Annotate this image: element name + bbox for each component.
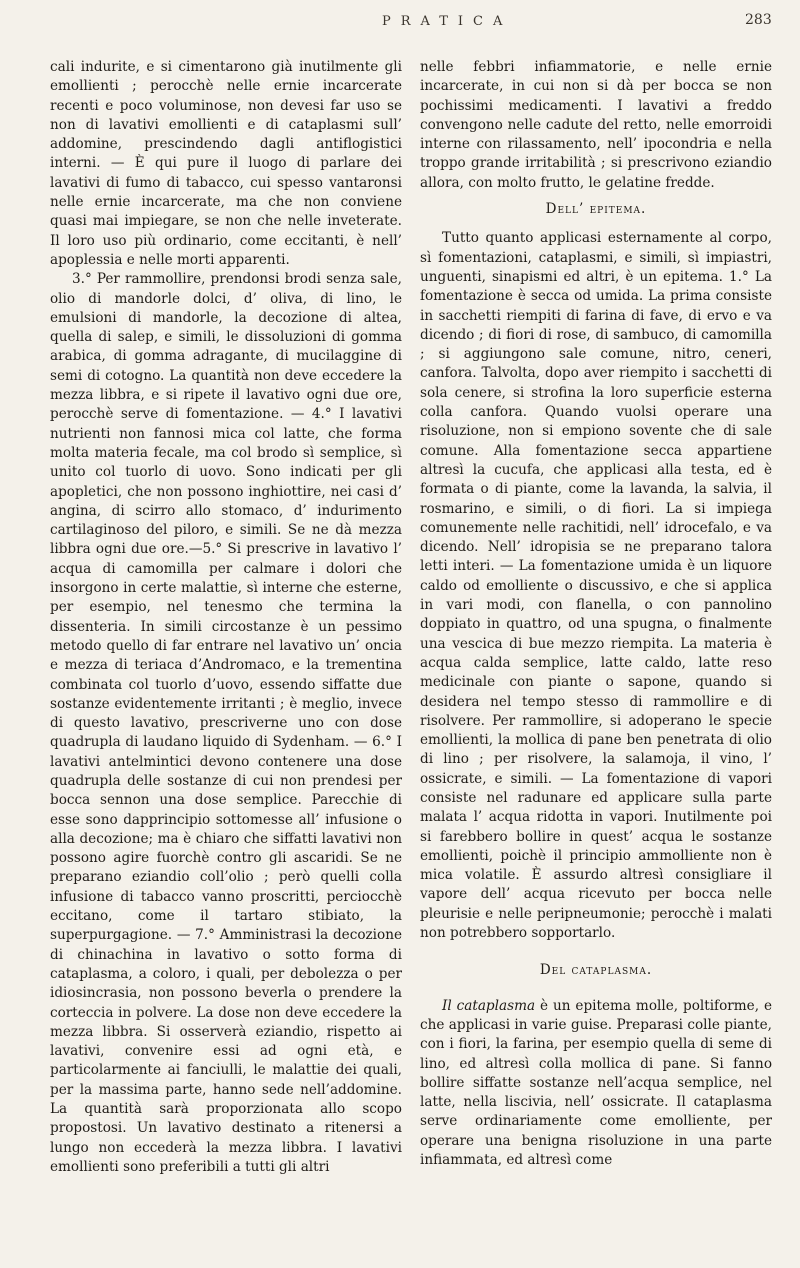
page-number: 283 (745, 12, 772, 28)
section-heading-cataplasma: Del cataplasma. (539, 962, 653, 979)
right-paragraph-continuation: nelle febbri infiammatorie, e nelle ernie incarcerate, in cui non si dà per bocca se non pochissimi medicamenti. I lavativi a freddo convengono nelle cadute del retto, nelle emorroidi interne con rilassamento, nell’ ipocondria e nella troppo grande irritabilità ; si prescrivono eziandio allora, con molto frutto, le gelatine fredde. (420, 59, 772, 191)
section-heading-epitema: Dell’ epitema. (545, 201, 647, 218)
left-paragraph-rammollire: 3.° Per rammollire, prendonsi brodi senza sale, olio di mandorle dolci, d’ oliva, di lino, le emulsioni di mandorle, la decozione di altea, quella di salep, e simili, le dissoluzioni di gomma arabica, di gomma adragante, di mucilaggine di semi di cotogno. La quantità non deve eccedere la mezza libbra, e si ripete il lavativo ogni due ore, perocchè serve di fomentazione. — 4.° I lavativi nutrienti non fannosi mica col latte, che forma molta materia fecale, ma col brodo sì semplice, sì unito col tuorlo di uovo. Sono indicati per gli apopletici, che non possono inghiottire, nei casi d’ angina, di scirro allo stomaco, d’ indurimento cartilaginoso del piloro, e simili. Se ne dà mezza libbra ogni due ore.—5.° Si prescrive in lavativo l’ acqua di camomilla per calmare i dolori che insorgono in certe malattie, sì interne che esterne, per esempio, nel tenesmo che termina la dissenteria. In simili circostanze è un pessimo metodo quello di far entrare nel lavativo un’ oncia e mezza di teriaca d’Andromaco, e la trementina combinata col tuorlo d’uovo, essendo siffatte due sostanze evidentemente irritanti ; è meglio, invece di questo lavativo, prescriverne uno con dose quadrupla di laudano liquido di Sydenham. — 6.° I lavativi antelmintici devono contenere una dose quadrupla delle sostanze di cui non prendesi per bocca sennon una dose semplice. Parecchie di esse sono dapprincipio sottomesse all’ infusione o alla decozione; ma è chiaro che siffatti lavativi non possono agire fuorchè contro gli ascaridi. Se ne preparano eziandio coll’olio ; però quelli colla infusione di tabacco vanno proscritti, perciocchè eccitano, come il tartaro stibiato, la superpurgagione. — 7.° Amministrasi la decozione di chinachina in lavativo o sotto forma di cataplasma, a coloro, i quali, per debolezza o per idiosincrasia, non possono beverla o prendere la corteccia in polvere. La dose non deve eccedere la mezza libbra. Si osserverà eziandio, rispetto ai lavativi, convenire essi ad ogni età, e particolarmente ai fanciulli, le malattie dei quali, per la massima parte, hanno sede nell’addomine. La quantità sarà proporzionata allo scopo propostosi. Un lavativo destinato a ritenersi a lungo non eccederà la mezza libbra. I lavativi emollienti sono preferibili a tutti gli altri (50, 271, 402, 1175)
running-header (0, 6, 800, 30)
running-title: PRATICA (382, 14, 513, 29)
left-paragraph-continuation: cali indurite, e si cimentarono già inutilmente gli emollienti ; perocchè nelle ernie incarcerate recenti e poco voluminose, non devesi far uso se non di lavativi emollienti e di cataplasmi sull’ addomine, prescindendo dagli antiflogistici interni. — È qui pure il luogo di parlare dei lavativi di fumo di tabacco, cui spesso vantaronsi nelle ernie incarcerate, ma che non conviene quasi mai impiegare, se non che nelle inveterate. Il loro uso più ordinario, come eccitanti, è nell’ apoplessia e nelle morti apparenti. (50, 59, 402, 268)
cataplasma-text: è un epitema molle, poltiforme, e che applicasi in varie guise. Preparasi colle piante, con i fiori, la farina, per esempio quella di seme di lino, ed altresì colla mollica di pane. Si fanno bollire siffatte sostanze nell’acqua semplice, nel latte, nella liscivia, nell’ ossicrate. Il cataplasma serve ordinariamente come emolliente, per operare una benigna risoluzione in una parte infiammata, ed altresì come (420, 997, 772, 1169)
left-column (50, 58, 402, 1177)
epitema-paragraph: Tutto quanto applicasi esternamente al corpo, sì fomentazioni, cataplasmi, e simili, sì impiastri, unguenti, sinapismi ed altri, è un epitema. 1.° La fomentazione è secca od umida. La prima consiste in sacchetti riempiti di farina di fave, di ervo e va dicendo ; di fiori di rose, di sambuco, di camomilla ; si aggiungono sale comune, nitro, ceneri, canfora. Talvolta, dopo aver riempito i sacchetti di sola cenere, si strofina la loro superficie esterna colla canfora. Quando vuolsi operare una risoluzione, non si empiono sovente che di sale comune. Alla fomentazione secca appartiene altresì la cucufa, che applicasi alla testa, ed è formata o di piante, come la lavanda, la salvia, il rosmarino, e simili, o di fiori. La si impiega comunemente nelle rachitidi, nell’ idrocefalo, e va dicendo. Nell’ idropisia se ne preparano talora letti interi. — La fomentazione umida è un liquore caldo od emolliente o discussivo, e che si applica in vari modi, con flanella, o con pannolino doppiato in quattro, od una spugna, o finalmente una vescica di bue mezzo riempita. La materia è acqua calda semplice, latte caldo, latte reso medicinale con piante o sapone, quando si desidera nel tempo stesso di rammollire e di risolvere. Per rammollire, si adoperano le specie emollienti, la mollica di pane ben penetrata di olio di lino ; per risolvere, la salamoja, il vino, l’ ossicrate, e simili. — La fomentazione di vapori consiste nel radunare ed applicare sulla parte malata l’ acqua ridotta in vapori. Inutilmente poi si farebbero bollire in quest’ acqua le sostanze emollienti, poichè il principio ammolliente non è mica volatile. È assurdo altresì consigliare il vapore dell’ acqua ricevuto per bocca nelle pleurisie e nelle peripneumonie; perocchè i malati non potrebbero sopportarlo. (420, 230, 772, 942)
cataplasma-paragraph (420, 997, 772, 1171)
right-column (420, 58, 772, 1170)
cataplasma-term: Il cataplasma (442, 997, 536, 1014)
